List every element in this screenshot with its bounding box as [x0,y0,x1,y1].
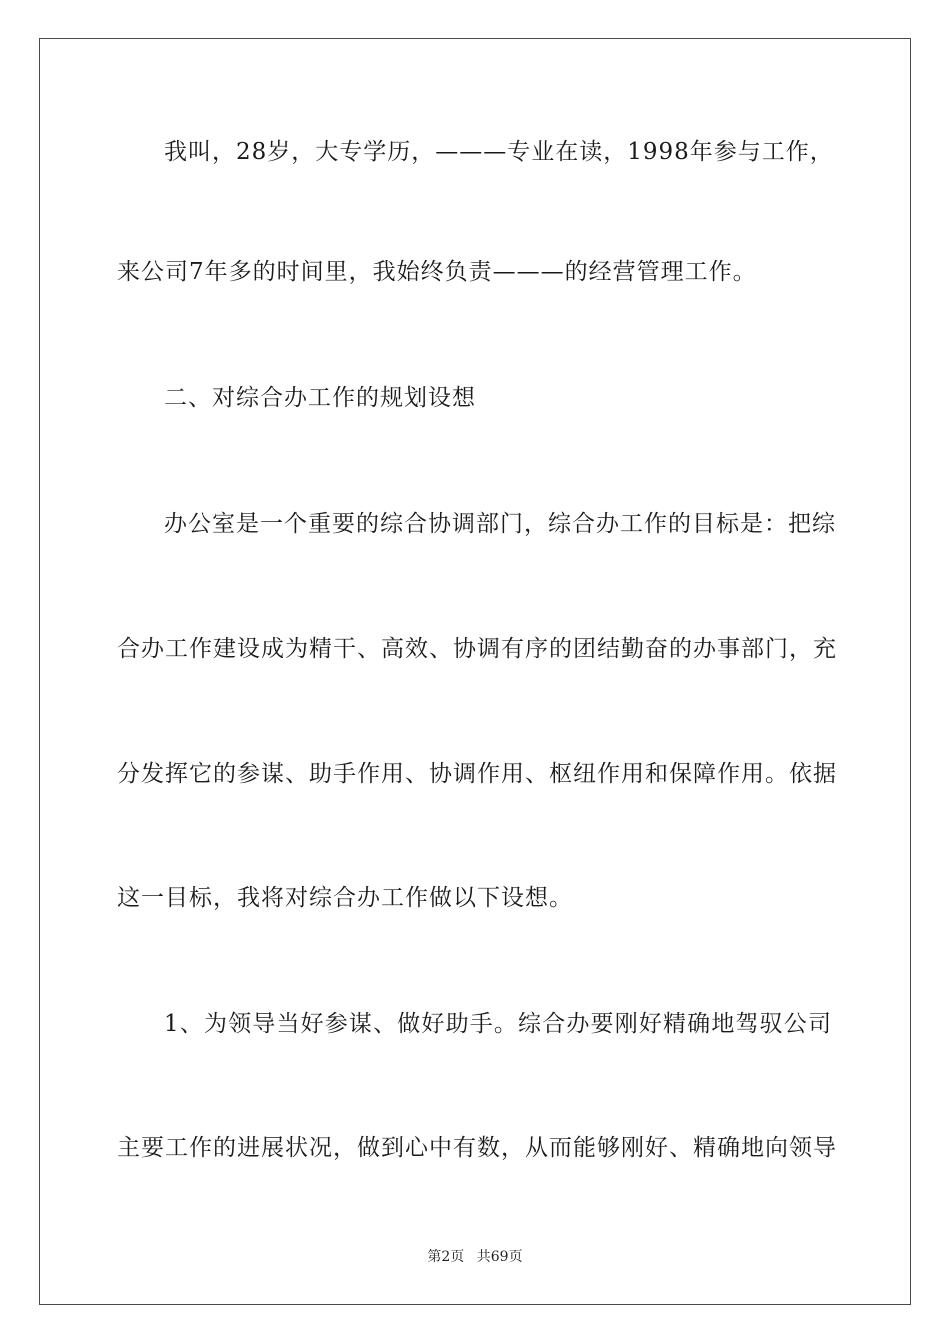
section-heading: 二、对综合办工作的规划设想 [164,385,476,411]
page-number: 第2页 [427,1249,465,1265]
body-line-7: 1、为领导当好参谋、做好助手。综合办要刚好精确地驾驭公司 [164,1011,832,1037]
body-line-3: 办公室是一个重要的综合协调部门，综合办工作的目标是：把综 [164,511,836,537]
page-total: 共69页 [476,1249,523,1265]
page-footer [0,1248,950,1266]
body-line-4: 合办工作建设成为精干、高效、协调有序的团结勤奋的办事部门，充 [117,636,837,662]
body-line-6: 这一目标，我将对综合办工作做以下设想。 [117,885,573,911]
body-line-5: 分发挥它的参谋、助手作用、协调作用、枢纽作用和保障作用。依据 [117,761,837,787]
body-line-1: 我叫，28岁，大专学历，———专业在读，1998年参与工作， [164,139,834,165]
page-border [39,38,911,1305]
body-line-8: 主要工作的进展状况，做到心中有数，从而能够刚好、精确地向领导 [117,1135,837,1161]
body-line-2: 来公司7年多的时间里，我始终负责———的经营管理工作。 [117,259,757,285]
